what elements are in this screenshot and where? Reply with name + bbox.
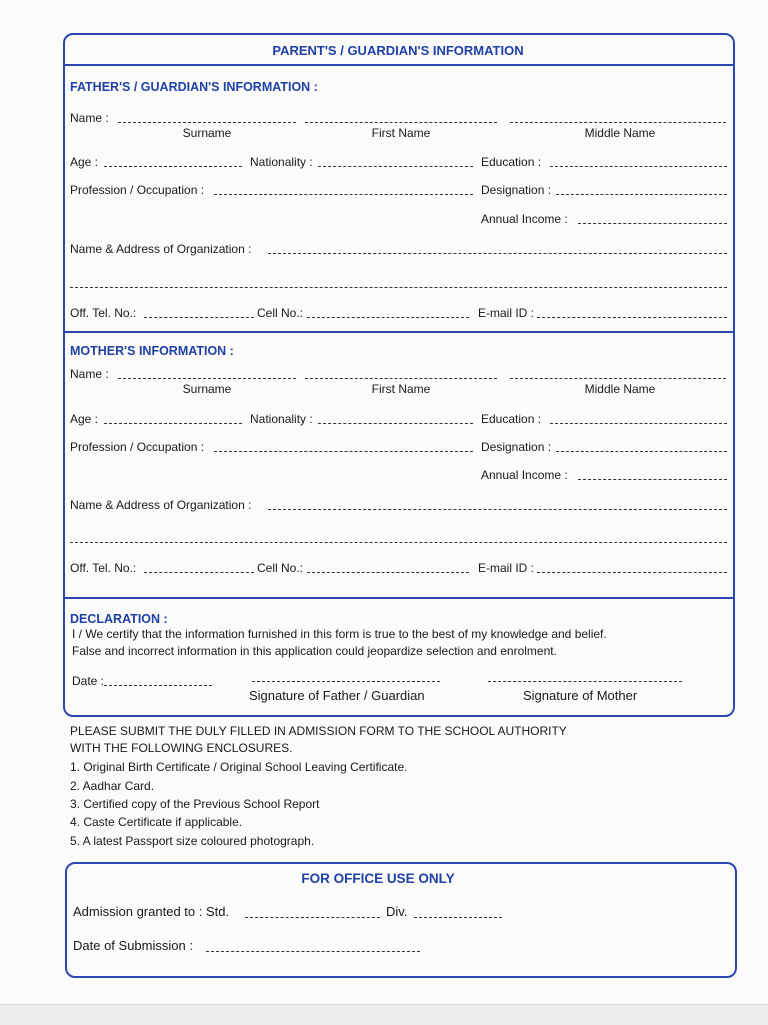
mother-education-field[interactable] — [550, 423, 727, 424]
mother-org-field-line2[interactable] — [70, 542, 727, 543]
mother-profession-field[interactable] — [214, 451, 473, 452]
mother-income-label: Annual Income : — [481, 468, 568, 482]
instructions-line-2: WITH THE FOLLOWING ENCLOSURES. — [70, 741, 293, 755]
father-designation-label: Designation : — [481, 183, 552, 197]
father-org-label: Name & Address of Organization : — [70, 242, 252, 256]
admission-div-field[interactable] — [414, 917, 502, 918]
office-use-title: FOR OFFICE USE ONLY — [301, 871, 455, 886]
mother-cell-field[interactable] — [307, 572, 469, 573]
father-nationality-field[interactable] — [318, 166, 473, 167]
mother-designation-label: Designation : — [481, 440, 552, 454]
mother-declaration-divider — [63, 597, 733, 599]
declaration-line-2: False and incorrect information in this application could jeopardize selection and enrolment. — [72, 644, 557, 658]
mother-age-field[interactable] — [104, 423, 242, 424]
declaration-heading: DECLARATION : — [70, 612, 168, 626]
father-age-field[interactable] — [104, 166, 242, 167]
father-middlename-field[interactable] — [510, 122, 726, 123]
enclosure-item: 4. Caste Certificate if applicable. — [70, 815, 243, 829]
father-education-field[interactable] — [550, 166, 727, 167]
father-name-label: Name : — [70, 111, 109, 125]
mother-signature-field[interactable] — [488, 681, 682, 682]
enclosure-item: 1. Original Birth Certificate / Original School Leaving Certificate. — [70, 760, 408, 774]
father-firstname-caption: First Name — [371, 126, 431, 140]
father-signature-field[interactable] — [252, 681, 440, 682]
father-profession-field[interactable] — [214, 194, 473, 195]
mother-org-label: Name & Address of Organization : — [70, 498, 252, 512]
enclosure-item: 5. A latest Passport size coloured photograph. — [70, 834, 315, 848]
mother-education-label: Education : — [481, 412, 542, 426]
father-income-label: Annual Income : — [481, 212, 568, 226]
submission-date-label: Date of Submission : — [73, 938, 193, 953]
father-surname-caption: Surname — [182, 126, 232, 140]
mother-email-label: E-mail ID : — [478, 561, 535, 575]
mother-income-field[interactable] — [578, 479, 727, 480]
father-profession-label: Profession / Occupation : — [70, 183, 205, 197]
admission-div-label: Div. — [386, 904, 408, 919]
father-office-tel-field[interactable] — [144, 317, 254, 318]
submission-date-field[interactable] — [206, 951, 420, 952]
mother-firstname-caption: First Name — [371, 382, 431, 396]
mother-nationality-label: Nationality : — [250, 412, 313, 426]
mother-middlename-caption: Middle Name — [584, 382, 656, 396]
father-nationality-label: Nationality : — [250, 155, 313, 169]
admission-std-field[interactable] — [245, 917, 380, 918]
mother-middlename-field[interactable] — [510, 378, 726, 379]
father-cell-field[interactable] — [307, 317, 469, 318]
mother-office-tel-field[interactable] — [144, 572, 254, 573]
father-cell-label: Cell No.: — [257, 306, 304, 320]
mother-surname-caption: Surname — [182, 382, 232, 396]
father-office-tel-label: Off. Tel. No.: — [70, 306, 137, 320]
mother-signature-caption: Signature of Mother — [523, 688, 638, 703]
declaration-date-field[interactable] — [104, 685, 212, 686]
father-designation-field[interactable] — [556, 194, 727, 195]
mother-name-label: Name : — [70, 367, 109, 381]
mother-firstname-field[interactable] — [305, 378, 497, 379]
father-mother-divider — [63, 331, 733, 333]
admission-std-label: Admission granted to : Std. — [73, 904, 230, 919]
title-divider — [63, 64, 733, 66]
mother-designation-field[interactable] — [556, 451, 727, 452]
form-title: PARENT'S / GUARDIAN'S INFORMATION — [272, 43, 524, 58]
mother-surname-field[interactable] — [118, 378, 296, 379]
father-middlename-caption: Middle Name — [584, 126, 656, 140]
scan-bottom-edge — [0, 1004, 768, 1025]
mother-section-heading: MOTHER'S INFORMATION : — [70, 344, 234, 358]
instructions-line-1: PLEASE SUBMIT THE DULY FILLED IN ADMISSION FORM TO THE SCHOOL AUTHORITY — [70, 724, 567, 738]
mother-cell-label: Cell No.: — [257, 561, 304, 575]
father-education-label: Education : — [481, 155, 542, 169]
declaration-date-label: Date : — [72, 674, 105, 688]
father-section-heading: FATHER'S / GUARDIAN'S INFORMATION : — [70, 80, 318, 94]
mother-email-field[interactable] — [537, 572, 727, 573]
declaration-line-1: I / We certify that the information furnished in this form is true to the best of my knowledge and belief. — [72, 627, 607, 641]
father-org-field[interactable] — [268, 253, 727, 254]
father-firstname-field[interactable] — [305, 122, 497, 123]
enclosure-item: 3. Certified copy of the Previous School Report — [70, 797, 320, 811]
mother-org-field[interactable] — [268, 509, 727, 510]
mother-nationality-field[interactable] — [318, 423, 473, 424]
father-email-label: E-mail ID : — [478, 306, 535, 320]
father-surname-field[interactable] — [118, 122, 296, 123]
mother-office-tel-label: Off. Tel. No.: — [70, 561, 137, 575]
father-email-field[interactable] — [537, 317, 727, 318]
mother-profession-label: Profession / Occupation : — [70, 440, 205, 454]
mother-age-label: Age : — [70, 412, 99, 426]
father-org-field-line2[interactable] — [70, 287, 727, 288]
father-age-label: Age : — [70, 155, 99, 169]
father-signature-caption: Signature of Father / Guardian — [249, 688, 425, 703]
enclosure-item: 2. Aadhar Card. — [70, 779, 155, 793]
father-income-field[interactable] — [578, 223, 727, 224]
